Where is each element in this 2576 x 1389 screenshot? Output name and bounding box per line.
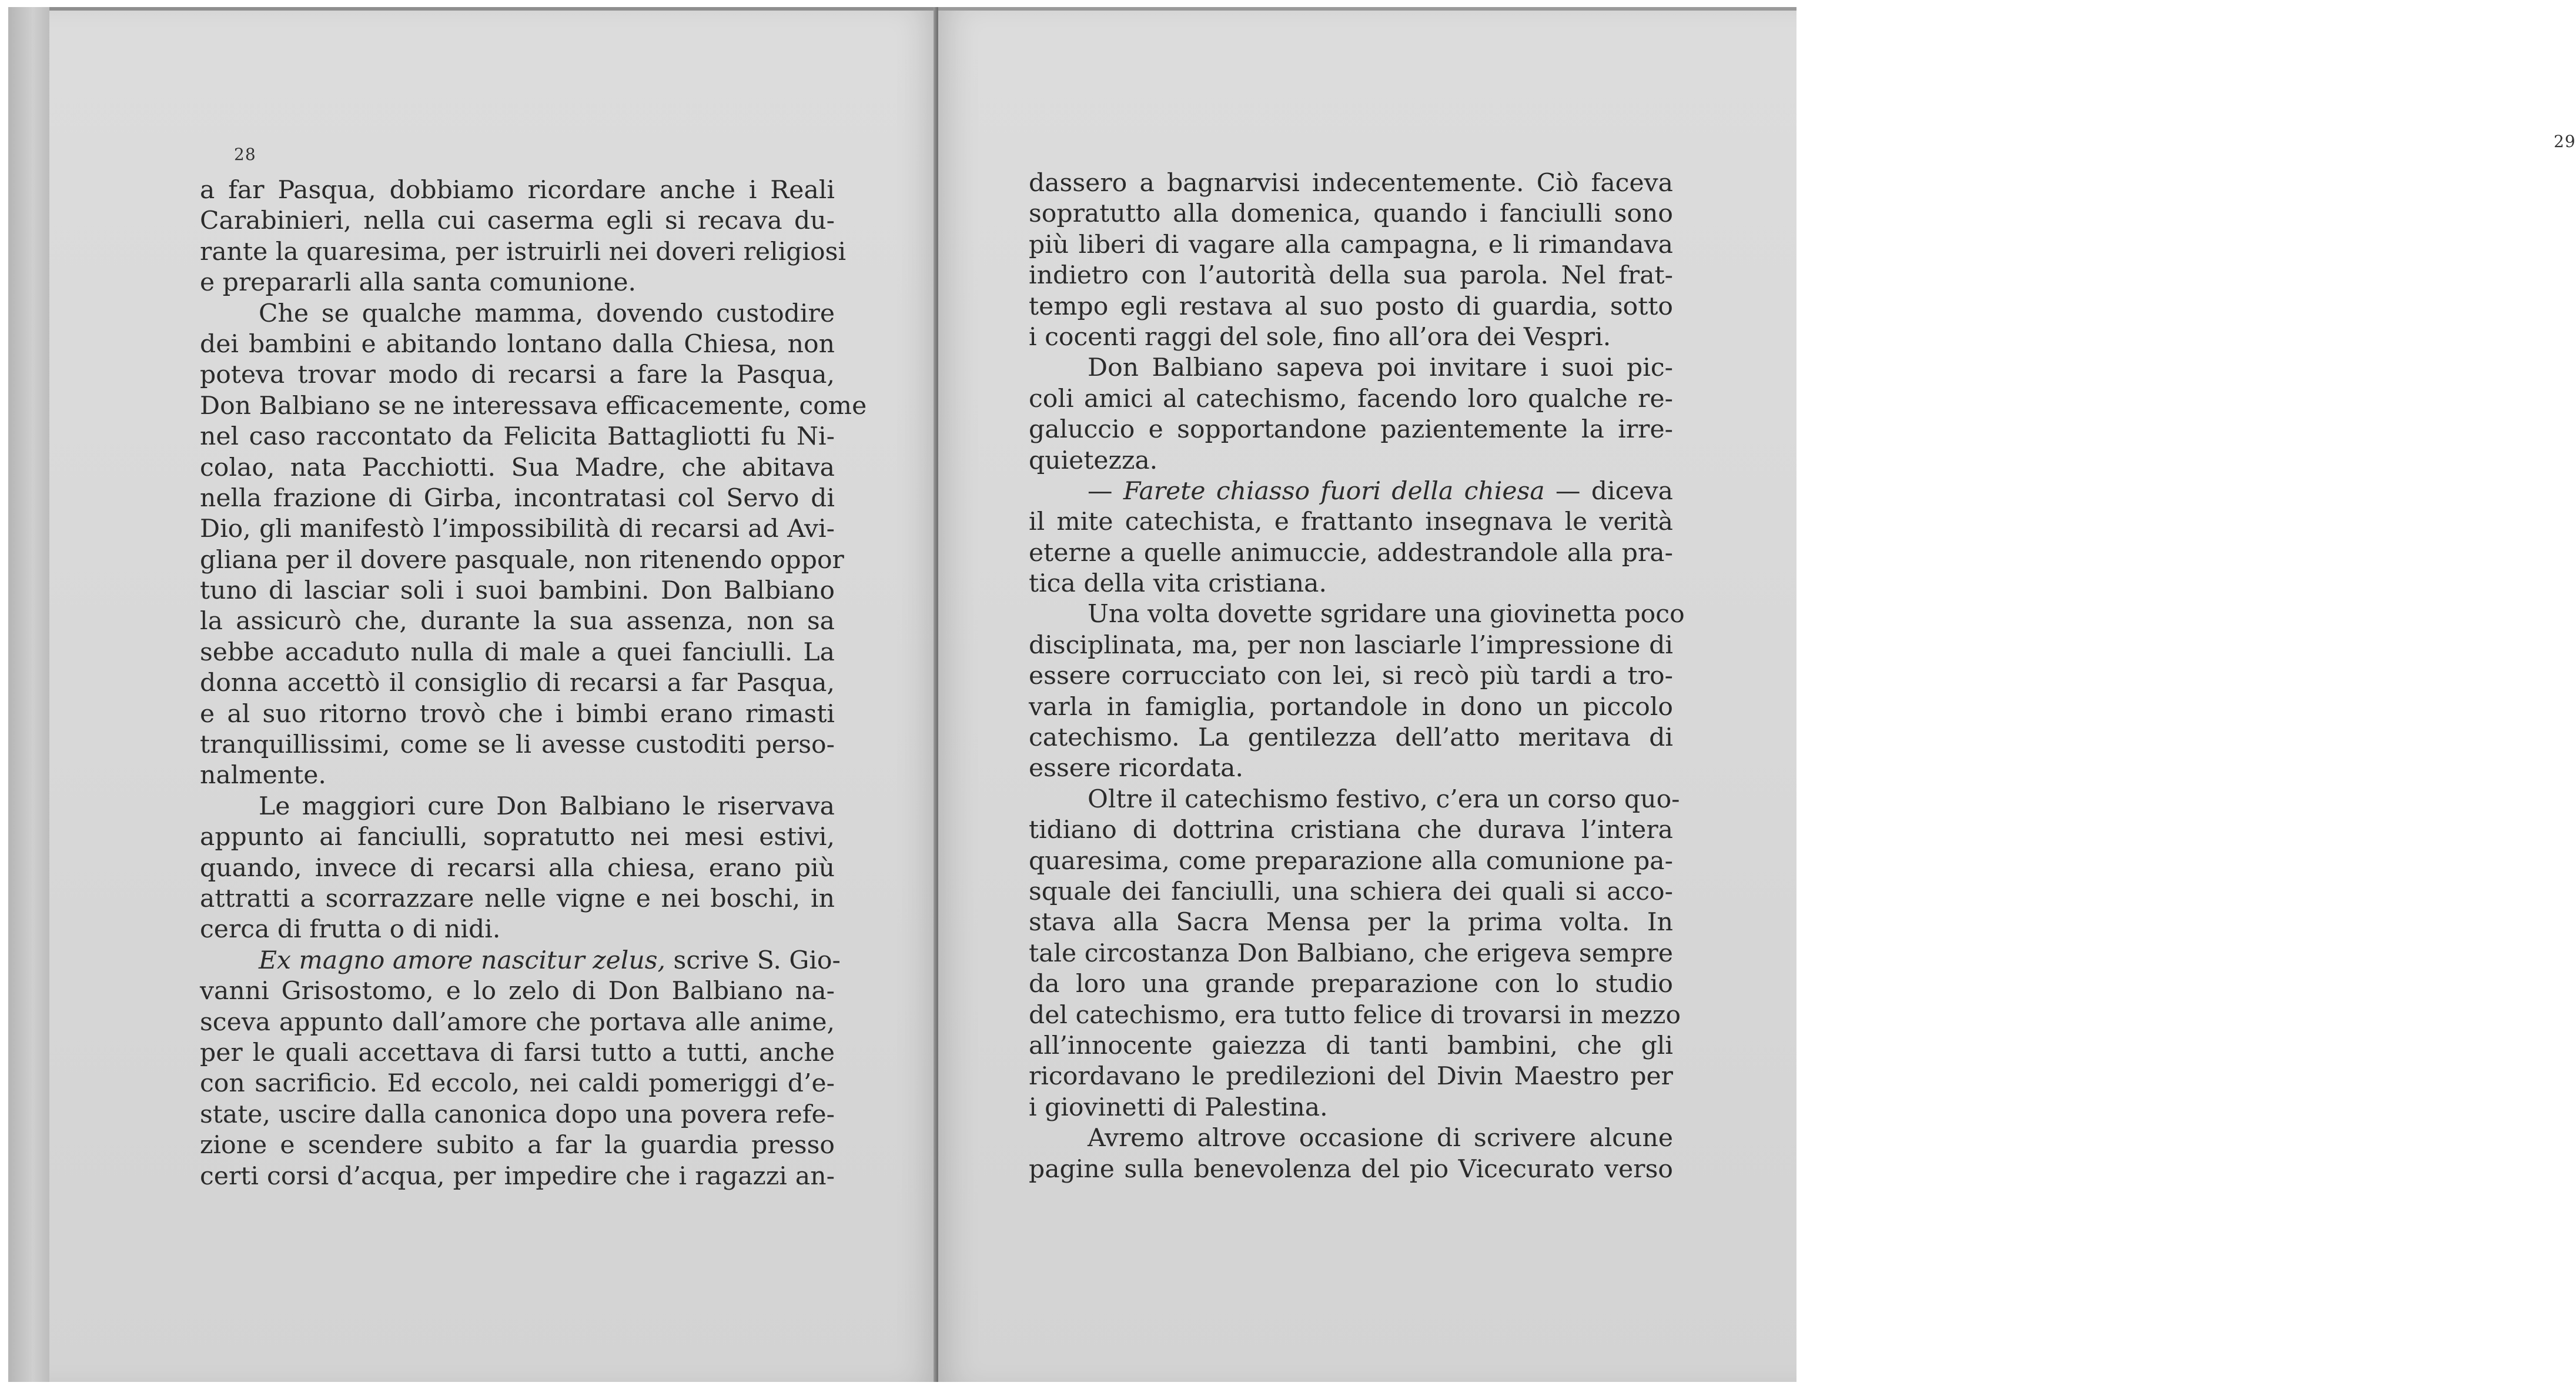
line-text: sopratutto alla domenica, quando i fanciulli sono (1029, 199, 1673, 229)
line-text: tuno di lasciar soli i suoi bambini. Don Balbiano (200, 576, 835, 606)
text-line (1029, 230, 1673, 261)
text-line (200, 976, 835, 1007)
text-line (1029, 322, 1673, 353)
line-text: quietezza. (1029, 446, 1158, 475)
text-line (200, 329, 835, 360)
line-text: e al suo ritorno trovò che i bimbi erano rimasti (200, 699, 835, 729)
line-text: e prepararli alla santa comunione. (200, 268, 637, 298)
line-text: nel caso raccontato da Felicita Battagliotti fu Ni- (200, 422, 835, 452)
line-text: del catechismo, era tutto felice di trovarsi in mezzo (1029, 1000, 1681, 1030)
line-text: Oltre il catechismo festivo, c’era un corso quo- (1088, 784, 1680, 814)
text-line (200, 668, 835, 699)
text-line (200, 699, 835, 730)
right-page-text (1029, 168, 1685, 1185)
text-line (1029, 1154, 1673, 1185)
line-text: pagine sulla benevolenza del pio Vicecurato verso (1029, 1154, 1673, 1184)
line-text: dassero a bagnarvisi indecentemente. Ciò faceva (1029, 169, 1673, 198)
text-line (200, 483, 835, 514)
line-text: il mite catechista, e frattanto insegnava le verità (1029, 507, 1673, 537)
line-text: essere ricordata. (1029, 754, 1243, 783)
text-line (200, 1069, 835, 1099)
line-text: tempo egli restava al suo posto di guardia, sotto (1029, 292, 1673, 321)
text-line (1029, 723, 1673, 753)
text-line (200, 175, 835, 206)
text-line (200, 206, 835, 236)
text-line (1029, 261, 1673, 291)
line-text: più liberi di vagare alla campagna, e li rimandava (1029, 230, 1673, 259)
line-text: i cocenti raggi del sole, fino all’ora dei Vespri. (1029, 322, 1611, 352)
line-text: tica della vita cristiana. (1029, 569, 1327, 599)
line-text: all’innocente gaiezza di tanti bambini, che gli (1029, 1031, 1673, 1060)
line-text: Dio, gli manifestò l’impossibilità di recarsi ad Avi- (200, 515, 835, 544)
text-line (200, 237, 847, 268)
text-line (1029, 661, 1673, 692)
text-line (200, 576, 835, 606)
text-line (1029, 753, 1673, 784)
line-text: con sacrificio. Ed eccolo, nei caldi pomeriggi d’e- (200, 1069, 835, 1098)
line-text: poteva trovar modo di recarsi a fare la Pasqua, (200, 360, 835, 390)
text-line (200, 822, 835, 853)
text-line (1029, 1031, 1673, 1061)
text-line (1029, 692, 1673, 723)
text-line (1029, 1000, 1681, 1031)
line-text: scrive S. Gio- (665, 946, 841, 975)
line-text: tidiano di dottrina cristiana che durava l’intera (1029, 816, 1673, 845)
text-line (1029, 599, 1685, 630)
text-line (1029, 538, 1673, 569)
line-text: Don Balbiano sapeva poi invitare i suoi pic- (1088, 353, 1673, 383)
text-line (200, 422, 835, 452)
line-text: indietro con l’autorità della sua parola. Nel frat- (1029, 261, 1673, 291)
text-line (1029, 907, 1673, 938)
text-line (200, 1130, 835, 1161)
text-line (1029, 353, 1673, 383)
text-line (200, 545, 844, 576)
line-text: Le maggiori cure Don Balbiano le riservava (259, 792, 835, 821)
text-line (200, 1038, 835, 1069)
line-text: Avremo altrove occasione di scrivere alcune (1088, 1124, 1673, 1153)
text-line (1029, 476, 1673, 507)
text-line (1029, 630, 1673, 661)
line-text: tale circostanza Don Balbiano, che erigeva sempre (1029, 939, 1673, 968)
text-line (1029, 969, 1673, 1000)
line-text: catechismo. La gentilezza dell’atto meritava di (1029, 723, 1673, 753)
line-text: sebbe accaduto nulla di male a quei fanciulli. La (200, 637, 835, 667)
text-line (200, 391, 867, 422)
line-text: la assicurò che, durante la sua assenza, non sa (200, 607, 835, 636)
line-text: Don Balbiano se ne interessava efficacemente, come (200, 391, 867, 420)
line-text: ricordavano le predilezioni del Divin Maestro per (1029, 1062, 1673, 1091)
page-number-left: 28 (234, 145, 256, 164)
line-text: attratti a scorrazzare nelle vigne e nei boschi, in (200, 884, 835, 913)
text-line (200, 760, 835, 791)
line-text: squale dei fanciulli, una schiera dei quali si acco- (1029, 877, 1673, 906)
line-text: dei bambini e abitando lontano dalla Chiesa, non (200, 329, 835, 359)
line-text: nella frazione di Girba, incontratasi col Servo di (200, 483, 835, 513)
text-line (200, 360, 835, 390)
italic-phrase: Farete chiasso fuori della chiesa (1123, 476, 1545, 506)
line-text: disciplinata, ma, per non lasciarle l’impressione di (1029, 630, 1673, 660)
italic-phrase: Ex magno amore nascitur zelus, (259, 946, 666, 975)
text-line (1029, 1061, 1673, 1092)
page-number-right: 29 (2554, 132, 2576, 151)
text-line (1029, 384, 1673, 415)
line-text: coli amici al catechismo, facendo loro qualche re- (1029, 384, 1673, 413)
line-text: quaresima, come preparazione alla comunione pa- (1029, 846, 1673, 876)
line-text: gliana per il dovere pasquale, non ritenendo oppor (200, 545, 844, 575)
text-line (200, 884, 835, 914)
text-line (200, 1007, 835, 1038)
left-page-text (200, 175, 867, 1192)
line-text: zione e scendere subito a far la guardia presso (200, 1131, 835, 1160)
text-line (1029, 846, 1673, 877)
line-text: essere corrucciato con lei, si recò più tardi a tro- (1029, 662, 1673, 691)
line-text: i giovinetti di Palestina. (1029, 1093, 1328, 1122)
text-line (1029, 168, 1673, 199)
line-text: certi corsi d’acqua, per impedire che i ragazzi an- (200, 1161, 835, 1191)
line-text: Una volta dovette sgridare una giovinetta poco (1088, 600, 1685, 629)
line-text: — diceva (1544, 476, 1673, 506)
text-line (1029, 446, 1673, 476)
line-text: da loro una grande preparazione con lo studio (1029, 970, 1673, 999)
text-line (200, 853, 835, 884)
line-text: galuccio e sopportandone pazientemente la irre- (1029, 415, 1673, 445)
text-line (200, 1100, 835, 1130)
text-line (1029, 939, 1673, 969)
text-line (200, 453, 835, 483)
text-line (200, 792, 835, 822)
line-text: sceva appunto dall’amore che portava alle anime, (200, 1007, 835, 1037)
text-line (1029, 415, 1673, 445)
text-line (200, 946, 841, 976)
text-line (200, 268, 835, 298)
text-line (1029, 1093, 1673, 1123)
line-text: appunto ai fanciulli, sopratutto nei mesi estivi, (200, 823, 835, 852)
text-line (1029, 507, 1673, 537)
text-line (200, 606, 835, 637)
line-text: colao, nata Pacchiotti. Sua Madre, che abitava (200, 453, 835, 482)
text-line (1029, 877, 1673, 907)
line-text: vanni Grisostomo, e lo zelo di Don Balbiano na- (200, 977, 835, 1006)
line-text: cerca di frutta o di nidi. (200, 915, 501, 944)
line-text: state, uscire dalla canonica dopo una povera refe- (200, 1100, 835, 1129)
line-text: rante la quaresima, per istruirli nei doveri religiosi (200, 237, 847, 266)
line-text: varla in famiglia, portandole in dono un piccolo (1029, 692, 1673, 722)
line-text: stava alla Sacra Mensa per la prima volta. In (1029, 908, 1673, 937)
book-page-edges (8, 7, 49, 1382)
text-line (1029, 199, 1673, 229)
line-text: eterne a quelle animuccie, addestrandole alla pra- (1029, 538, 1673, 567)
text-line (200, 730, 835, 760)
line-prefix: — (1088, 476, 1123, 506)
text-line (200, 514, 835, 545)
line-text: donna accettò il consiglio di recarsi a far Pasqua, (200, 669, 835, 698)
text-line (200, 637, 835, 668)
text-line (1029, 1123, 1673, 1154)
text-line (1029, 569, 1673, 599)
text-line (200, 914, 835, 945)
line-text: tranquillissimi, come se li avesse custoditi perso- (200, 730, 835, 760)
text-line (1029, 815, 1673, 846)
line-text: quando, invece di recarsi alla chiesa, erano più (200, 853, 835, 883)
line-text: Che se qualche mamma, dovendo custodire (259, 299, 835, 328)
text-line (200, 299, 835, 329)
text-line (200, 1161, 835, 1192)
line-text: per le quali accettava di farsi tutto a tutti, anche (200, 1038, 835, 1067)
line-text: Carabinieri, nella cui caserma egli si recava du- (200, 206, 835, 236)
text-line (1029, 292, 1673, 322)
line-text: nalmente. (200, 761, 326, 790)
line-text: a far Pasqua, dobbiamo ricordare anche i Reali (200, 176, 835, 205)
text-line (1029, 784, 1680, 815)
